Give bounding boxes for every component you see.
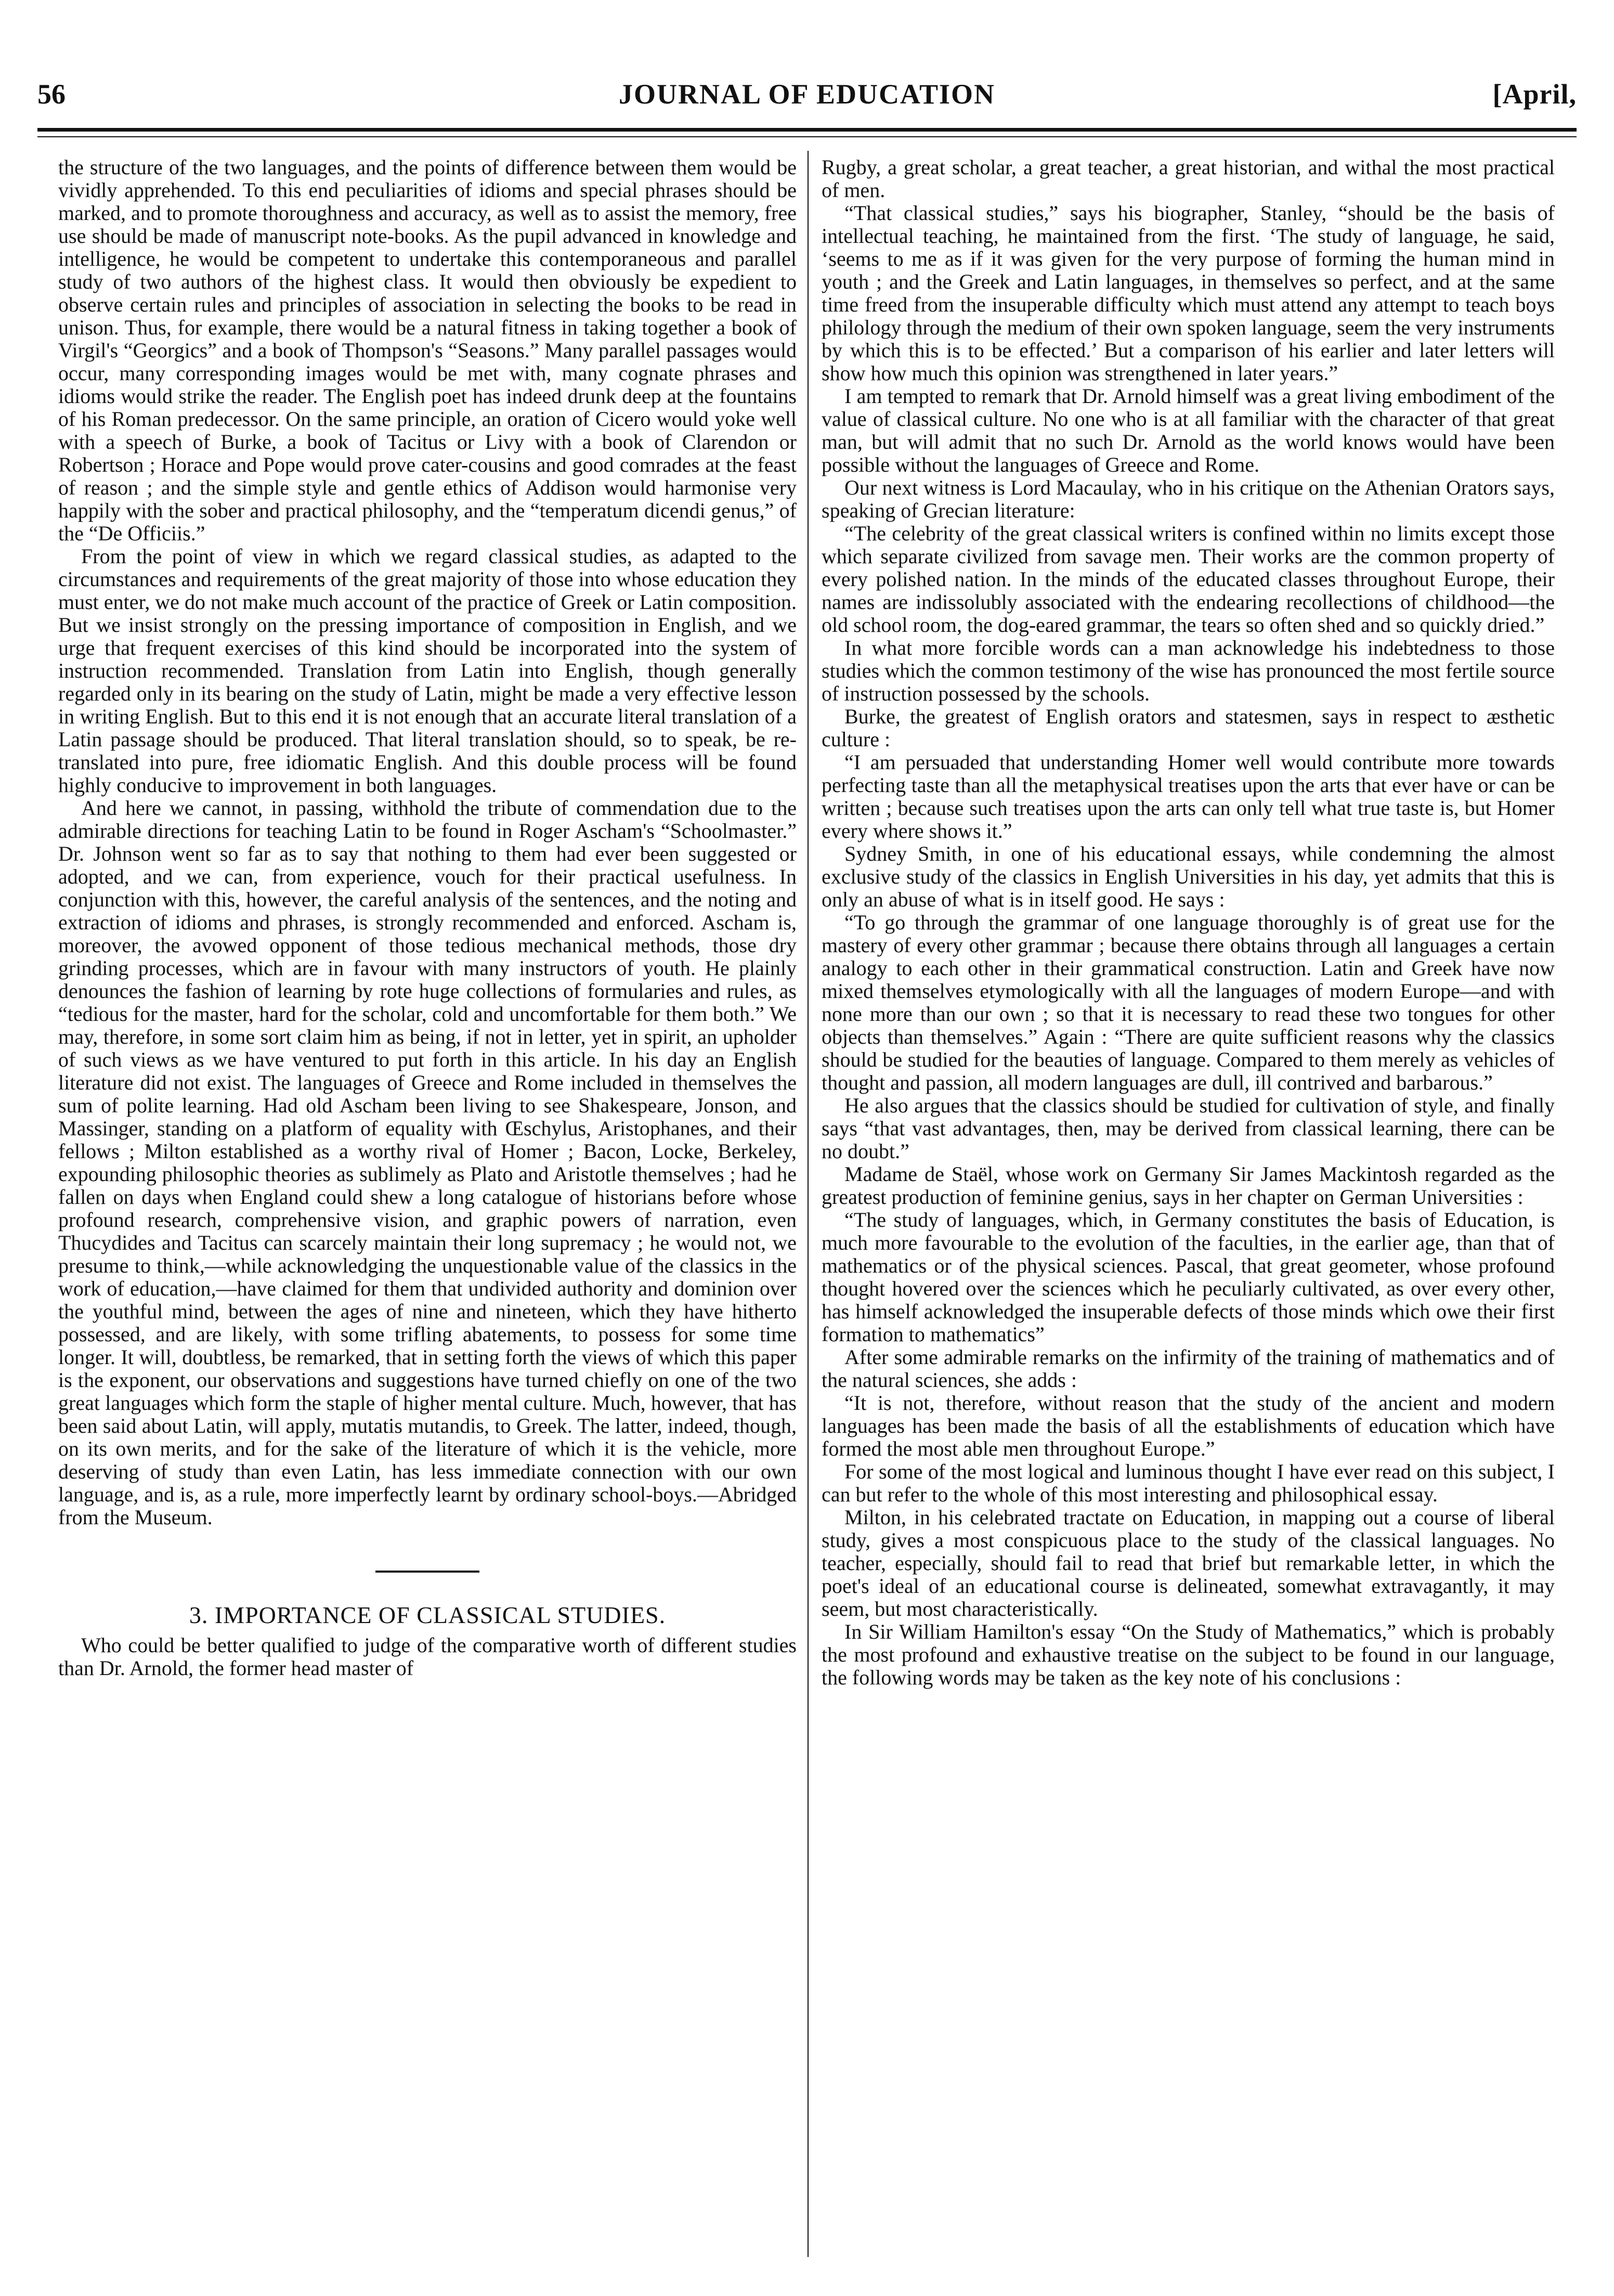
right-paragraph-14: After some admirable remarks on the infirmity of the training of mathematics and of the natural sciences, she adds : bbox=[822, 1345, 1555, 1392]
header-rule-thin bbox=[37, 136, 1577, 137]
column-divider bbox=[808, 151, 809, 2257]
right-paragraph-17: Milton, in his celebrated tractate on Education, in mapping out a course of liberal study, gives a most conspicuous place to the study of the classical languages. No teacher, especially, should fail to read that brief but remarkable letter, in which the poet's ideal of an educational course is delineated, somewhat extravagantly, it may seem, but most characteristically. bbox=[822, 1506, 1555, 1620]
right-paragraph-2: “That classical studies,” says his biographer, Stanley, “should be the basis of intellectual teaching, he maintained from the first. ‘The study of language, he said, ‘seems to me as if it was given for the very purpose of forming the human mind in youth ; and the Greek and Latin languages, in themselves so perfect, and at the same time freed from the insuperable difficulty which must attend any attempt to teach boys philology through the medium of their own spoken language, seem the very instruments by which this is to be effected.’ But a comparison of his earlier and later letters will show how much this opinion was strengthened in later years.” bbox=[822, 201, 1555, 385]
right-paragraph-4: Our next witness is Lord Macaulay, who in his critique on the Athenian Orators says, speaking of Grecian literature: bbox=[822, 476, 1555, 522]
right-paragraph-9: Sydney Smith, in one of his educational essays, while condemning the almost exclusive study of the classics in English Universities in his day, yet admits that this is only an abuse of what is in itself good. He says : bbox=[822, 842, 1555, 911]
issue-label: [April, bbox=[1492, 79, 1577, 110]
right-paragraph-12: Madame de Staël, whose work on Germany Sir James Mackintosh regarded as the greatest production of feminine genius, says in her chapter on German Universities : bbox=[822, 1162, 1555, 1209]
header-rule-thick bbox=[37, 128, 1577, 132]
left-paragraph-2: From the point of view in which we regard classical studies, as adapted to the circumstances and requirements of the great majority of those into whose education they must enter, we do not make much account of the practice of Greek or Latin composition. But we insist strongly on the pressing importance of composition in English, and we urge that frequent exercises of this kind should be incorporated into the system of instruction recommended. Translation from Latin into English, though generally regarded only in its bearing on the study of Latin, might be made a very effective lesson in writing English. But to this end it is not enough that an accurate literal translation of a Latin passage should be produced. That literal translation should, so to speak, be re-translated into pure, free idiomatic English. And this double process will be found highly conducive to improvement in both languages. bbox=[58, 544, 797, 797]
left-column bbox=[58, 156, 797, 1680]
right-paragraph-13: “The study of languages, which, in Germany constitutes the basis of Education, is much more favourable to the evolution of the faculties, in the earlier age, than that of mathematics or of the physical sciences. Pascal, that great geometer, whose profound thought hovered over the sciences which he peculiarly cultivated, as over every other, has himself acknowledged the insuperable defects of those minds which owe their first formation to mathematics” bbox=[822, 1208, 1555, 1346]
right-paragraph-3: I am tempted to remark that Dr. Arnold himself was a great living embodiment of the value of classical culture. No one who is at all familiar with the character of that great man, but will admit that no such Dr. Arnold as the world knows would have been possible without the languages of Greece and Rome. bbox=[822, 384, 1555, 476]
right-paragraph-6: In what more forcible words can a man acknowledge his indebtedness to those studies which the common testimony of the wise has pronounced the most fertile source of instruction possessed by the schools. bbox=[822, 636, 1555, 705]
left-paragraph-3: And here we cannot, in passing, withhold the tribute of commendation due to the admirable directions for teaching Latin to be found in Roger Ascham's “Schoolmaster.” Dr. Johnson went so far as to say that nothing to them had ever been suggested or adopted, and we can, from experience, vouch for their practical usefulness. In conjunction with this, however, the careful analysis of the sentences, and the noting and extraction of idioms and phrases, is strongly recommended and enforced. Ascham is, moreover, the avowed opponent of those tedious mechanical methods, those dry grinding processes, which are in favour with many instructors of youth. He plainly denounces the fashion of learning by rote huge collections of formularies and rules, as “tedious for the master, hard for the scholar, cold and uncomfortable for them both.” We may, therefore, in some sort claim him as being, if not in letter, yet in spirit, an upholder of such views as we have ventured to put forth in this article. In his day an English literature did not exist. The languages of Greece and Rome included in themselves the sum of polite learning. Had old Ascham been living to see Shakespeare, Jonson, and Massinger, standing on a platform of equality with Œschylus, Aristophanes, and their fellows ; Milton established as a worthy rival of Homer ; Bacon, Locke, Berkeley, expounding philosophic theories as sublimely as Plato and Aristotle themselves ; had he fallen on days when England could shew a long catalogue of historians before whose profound research, comprehensive vision, and graphic powers of narration, even Thucydides and Tacitus can scarcely maintain their long supremacy ; he would not, we presume to think,—while acknowledging the unquestionable value of the classics in the work of education,—have claimed for them that undivided authority and dominion over the youthful mind, between the ages of nine and nineteen, which they have hitherto possessed, and are likely, with some trifling abatements, to possess for some time longer. It will, doubtless, be remarked, that in setting forth the views of which this paper is the exponent, our observations and suggestions have turned chiefly on one of the two great languages which form the staple of higher mental culture. Much, however, that has been said about Latin, will apply, mutatis mutandis, to Greek. The latter, indeed, though, on its own merits, and for the sake of the literature of which it is the vehicle, more deserving of study than even Latin, has less immediate connection with our own language, and is, as a rule, more imperfectly learnt by ordinary school-boys.—Abridged from the Museum. bbox=[58, 796, 797, 1529]
left-paragraph-1: the structure of the two languages, and the points of difference between them would be vividly apprehended. To this end peculiarities of idioms and special phrases should be marked, and to promote thoroughness and accuracy, as well as to assist the memory, free use should be made of manuscript note-books. As the pupil advanced in knowledge and intelligence, he would be competent to undertake this contemporaneous and parallel study of two authors of the highest class. It would then obviously be expedient to observe certain rules and principles of association in selecting the books to be read in unison. Thus, for example, there would be a natural fitness in taking together a book of Virgil's “Georgics” and a book of Thompson's “Seasons.” Many parallel passages would occur, many corresponding images would be met with, many cognate phrases and idioms would strike the reader. The English poet has indeed drunk deep at the fountains of his Roman predecessor. On the same principle, an oration of Cicero would yoke well with a speech of Burke, a book of Tacitus or Livy with a book of Clarendon or Robertson ; Horace and Pope would prove cater-cousins and good comrades at the feast of reason ; and the simple style and gentle ethics of Addison would harmonise very happily with the sober and practical philosophy, and the “temperatum dicendi genus,” of the “De Officiis.” bbox=[58, 155, 797, 545]
right-paragraph-18: In Sir William Hamilton's essay “On the Study of Mathematics,” which is probably the most profound and exhaustive treatise on the subject to be found in our language, the following words may be taken as the key note of his conclusions : bbox=[822, 1620, 1555, 1689]
right-paragraph-11: He also argues that the classics should be studied for cultivation of style, and finally says “that vast advantages, then, may be derived from classical learning, there can be no doubt.” bbox=[822, 1094, 1555, 1163]
journal-title: JOURNAL OF EDUCATION bbox=[618, 79, 996, 110]
right-paragraph-1: Rugby, a great scholar, a great teacher, a great historian, and withal the most practical of men. bbox=[822, 155, 1555, 202]
right-paragraph-7: Burke, the greatest of English orators and statesmen, says in respect to æsthetic culture : bbox=[822, 705, 1555, 751]
right-paragraph-15: “It is not, therefore, without reason that the study of the ancient and modern languages has been made the basis of all the establishments of education which have formed the most able men throughout Europe.” bbox=[822, 1391, 1555, 1460]
right-column bbox=[822, 156, 1555, 1689]
right-paragraph-16: For some of the most logical and luminous thought I have ever read on this subject, I can but refer to the whole of this most interesting and philosophical essay. bbox=[822, 1460, 1555, 1506]
page-number: 56 bbox=[37, 79, 66, 110]
left-paragraph-4: Who could be better qualified to judge of the comparative worth of different studies than Dr. Arnold, the former head master of bbox=[58, 1633, 797, 1680]
right-paragraph-10: “To go through the grammar of one language thoroughly is of great use for the mastery of every other grammar ; because there obtains through all languages a certain analogy to each other in their grammatical construction. Latin and Greek have now mixed themselves etymologically with all the languages of modern Europe—and with none more than our own ; so that it is necessary to read these two tongues for other objects than themselves.” Again : “There are quite sufficient reasons why the classics should be studied for the beauties of language. Compared to them merely as vehicles of thought and passion, all modern languages are dull, ill contrived and barbarous.” bbox=[822, 911, 1555, 1094]
right-paragraph-8: “I am persuaded that understanding Homer well would contribute more towards perfecting taste than all the metaphysical treatises upon the arts that ever have or can be written ; because such treatises upon the arts can only tell what true taste is, but Homer every where shows it.” bbox=[822, 750, 1555, 842]
right-paragraph-5: “The celebrity of the great classical writers is confined within no limits except those which separate civilized from savage men. Their works are the common property of every polished nation. In the minds of the educated classes throughout Europe, their names are indissolubly associated with the endearing recollections of childhood—the old school room, the dog-eared grammar, the tears so often shed and so quickly dried.” bbox=[822, 522, 1555, 637]
section-divider bbox=[375, 1571, 479, 1573]
running-head bbox=[37, 78, 1577, 120]
section-title: 3. IMPORTANCE OF CLASSICAL STUDIES. bbox=[189, 1602, 666, 1628]
